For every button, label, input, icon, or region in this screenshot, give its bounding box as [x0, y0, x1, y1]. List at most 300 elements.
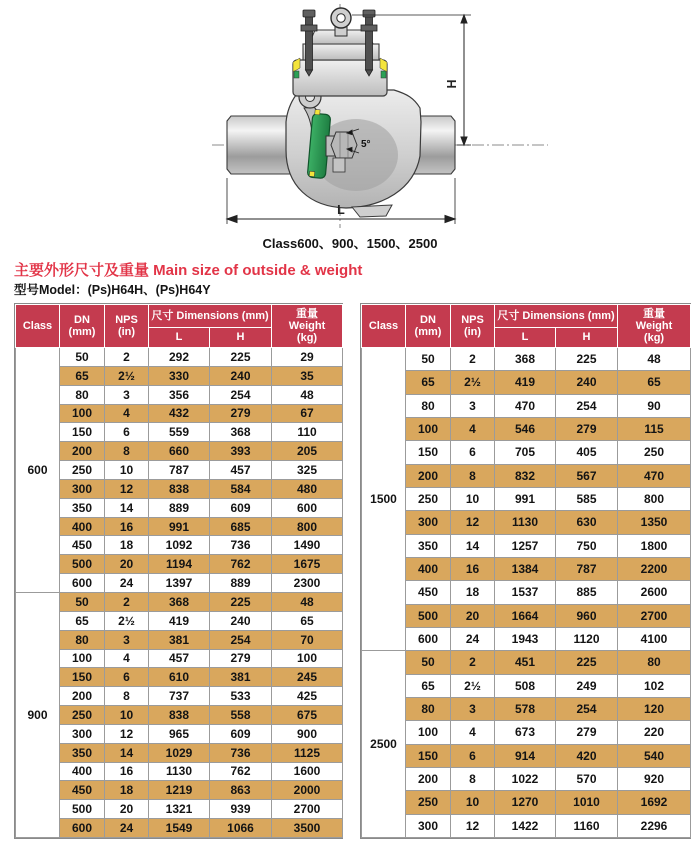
data-cell: 1160	[556, 814, 618, 837]
data-cell: 80	[406, 394, 451, 417]
data-cell: 1600	[272, 762, 343, 781]
header-dn-line2: (mm)	[414, 326, 442, 338]
lifting-eye-hole	[337, 14, 345, 22]
data-cell: 2700	[618, 604, 691, 627]
data-cell: 787	[556, 557, 618, 580]
data-cell: 65	[406, 371, 451, 394]
data-cell: 6	[105, 668, 149, 687]
data-cell: 2700	[272, 800, 343, 819]
data-cell: 4	[451, 721, 495, 744]
table-row	[362, 581, 691, 604]
data-cell: 558	[210, 706, 272, 725]
header-l: L	[495, 328, 556, 348]
data-cell: 200	[406, 464, 451, 487]
data-cell: 736	[210, 536, 272, 555]
data-cell: 2	[451, 348, 495, 371]
data-cell: 48	[618, 348, 691, 371]
data-cell: 110	[272, 423, 343, 442]
data-cell: 100	[60, 649, 105, 668]
data-cell: 100	[60, 404, 105, 423]
data-cell: 1130	[495, 511, 556, 534]
data-cell: 1130	[149, 762, 210, 781]
data-cell: 120	[618, 697, 691, 720]
data-cell: 14	[105, 743, 149, 762]
body-foot	[352, 205, 392, 217]
data-cell: 35	[272, 366, 343, 385]
data-cell: 533	[210, 687, 272, 706]
data-cell: 1066	[210, 819, 272, 838]
data-cell: 1029	[149, 743, 210, 762]
data-cell: 150	[60, 423, 105, 442]
data-cell: 457	[149, 649, 210, 668]
table-row	[16, 743, 343, 762]
data-cell: 965	[149, 724, 210, 743]
data-cell: 600	[60, 819, 105, 838]
data-cell: 8	[105, 442, 149, 461]
data-cell: 250	[406, 487, 451, 510]
data-cell: 225	[210, 592, 272, 611]
data-cell: 736	[210, 743, 272, 762]
data-cell: 200	[406, 767, 451, 790]
data-cell: 470	[495, 394, 556, 417]
header-weight-line3: (kg)	[643, 332, 665, 345]
data-cell: 150	[406, 441, 451, 464]
data-cell: 450	[60, 781, 105, 800]
table-row	[362, 651, 691, 674]
data-cell: 4	[451, 417, 495, 440]
table-row	[16, 348, 343, 367]
data-cell: 1350	[618, 511, 691, 534]
data-cell: 12	[451, 511, 495, 534]
class-cell: 600	[16, 348, 60, 593]
data-cell: 80	[60, 630, 105, 649]
data-cell: 559	[149, 423, 210, 442]
table-row	[362, 721, 691, 744]
data-cell: 50	[60, 348, 105, 367]
header-dimensions: 尺寸 Dimensions (mm)	[149, 305, 272, 328]
table-row	[16, 442, 343, 461]
table-row	[16, 385, 343, 404]
data-cell: 205	[272, 442, 343, 461]
table-row	[362, 487, 691, 510]
table-row	[16, 630, 343, 649]
data-cell: 480	[272, 479, 343, 498]
data-cell: 685	[210, 517, 272, 536]
data-cell: 762	[210, 762, 272, 781]
data-cell: 900	[272, 724, 343, 743]
table-header	[16, 305, 343, 348]
table-header	[362, 305, 691, 348]
data-cell: 1675	[272, 555, 343, 574]
data-cell: 330	[149, 366, 210, 385]
data-cell: 1384	[495, 557, 556, 580]
data-cell: 245	[272, 668, 343, 687]
data-cell: 102	[618, 674, 691, 697]
gasket-green-right	[381, 71, 386, 78]
data-cell: 50	[406, 651, 451, 674]
data-cell: 10	[451, 487, 495, 510]
header-dn-line1: DN	[74, 313, 90, 326]
table-row	[362, 464, 691, 487]
data-cell: 18	[451, 581, 495, 604]
data-cell: 420	[556, 744, 618, 767]
table-row	[16, 574, 343, 593]
data-cell: 540	[618, 744, 691, 767]
data-cell: 419	[149, 611, 210, 630]
data-cell: 279	[210, 404, 272, 423]
table-row	[16, 611, 343, 630]
data-cell: 220	[618, 721, 691, 744]
data-cell: 2296	[618, 814, 691, 837]
header-nps-line2: (in)	[117, 326, 136, 338]
data-cell: 350	[60, 743, 105, 762]
data-cell: 300	[406, 814, 451, 837]
data-cell: 450	[60, 536, 105, 555]
data-cell: 673	[495, 721, 556, 744]
data-cell: 1800	[618, 534, 691, 557]
data-cell: 400	[406, 557, 451, 580]
table-row	[16, 706, 343, 725]
valve-technical-drawing	[0, 0, 700, 230]
model-line: 型号Model：(Ps)H64H、(Ps)H64Y	[14, 283, 211, 297]
data-cell: 400	[60, 762, 105, 781]
table-row	[362, 557, 691, 580]
data-cell: 65	[406, 674, 451, 697]
data-cell: 2	[105, 348, 149, 367]
table-row	[16, 404, 343, 423]
data-cell: 12	[105, 724, 149, 743]
table-row	[362, 767, 691, 790]
data-cell: 240	[210, 611, 272, 630]
data-cell: 451	[495, 651, 556, 674]
data-cell: 225	[556, 348, 618, 371]
data-cell: 863	[210, 781, 272, 800]
data-cell: 10	[105, 706, 149, 725]
header-weight-line2: Weight	[635, 319, 673, 332]
data-cell: 20	[451, 604, 495, 627]
header-h: H	[556, 328, 618, 348]
data-cell: 1664	[495, 604, 556, 627]
data-cell: 65	[272, 611, 343, 630]
data-cell: 500	[406, 604, 451, 627]
data-cell: 70	[272, 630, 343, 649]
data-cell: 20	[105, 800, 149, 819]
data-cell: 546	[495, 417, 556, 440]
data-cell: 960	[556, 604, 618, 627]
hex-nut	[331, 132, 357, 158]
data-cell: 368	[495, 348, 556, 371]
class-cell: 900	[16, 592, 60, 837]
data-cell: 4100	[618, 627, 691, 650]
table-row	[362, 627, 691, 650]
table-row	[16, 423, 343, 442]
data-cell: 2	[105, 592, 149, 611]
table-body	[16, 348, 343, 838]
table-row	[362, 744, 691, 767]
data-cell: 6	[451, 744, 495, 767]
table-row	[16, 800, 343, 819]
data-cell: 1422	[495, 814, 556, 837]
data-cell: 115	[618, 417, 691, 440]
header-dimensions: 尺寸 Dimensions (mm)	[495, 305, 618, 328]
data-cell: 8	[451, 464, 495, 487]
table-row	[16, 498, 343, 517]
data-cell: 405	[556, 441, 618, 464]
data-cell: 24	[451, 627, 495, 650]
data-cell: 279	[556, 721, 618, 744]
table-row	[16, 649, 343, 668]
table-row	[362, 534, 691, 557]
table-row	[16, 555, 343, 574]
table-row	[362, 394, 691, 417]
data-cell: 585	[556, 487, 618, 510]
data-cell: 249	[556, 674, 618, 697]
data-cell: 24	[105, 819, 149, 838]
data-cell: 800	[618, 487, 691, 510]
header-nps-line1: NPS	[461, 313, 484, 326]
header-weight	[618, 305, 691, 348]
data-cell: 630	[556, 511, 618, 534]
data-cell: 400	[60, 517, 105, 536]
data-cell: 1010	[556, 791, 618, 814]
data-cell: 250	[406, 791, 451, 814]
data-cell: 20	[105, 555, 149, 574]
dimension-label-h: H	[445, 79, 459, 89]
data-cell: 1692	[618, 791, 691, 814]
data-cell: 4	[105, 649, 149, 668]
data-cell: 800	[272, 517, 343, 536]
table-row	[16, 781, 343, 800]
angle-label: 5°	[361, 139, 371, 150]
data-cell: 570	[556, 767, 618, 790]
data-cell: 600	[406, 627, 451, 650]
data-cell: 225	[210, 348, 272, 367]
data-cell: 14	[105, 498, 149, 517]
data-cell: 67	[272, 404, 343, 423]
data-cell: 2½	[451, 674, 495, 697]
data-cell: 65	[60, 611, 105, 630]
class-cell: 2500	[362, 651, 406, 838]
header-nps-line2: (in)	[463, 326, 482, 338]
class-cell: 1500	[362, 348, 406, 651]
data-cell: 254	[210, 385, 272, 404]
data-cell: 470	[618, 464, 691, 487]
dimension-table-left	[14, 303, 343, 839]
header-nps	[105, 305, 149, 348]
data-cell: 100	[272, 649, 343, 668]
data-cell: 1270	[495, 791, 556, 814]
table-body	[362, 348, 691, 838]
table-row	[16, 517, 343, 536]
data-cell: 18	[105, 536, 149, 555]
data-cell: 254	[556, 697, 618, 720]
data-cell: 3	[105, 385, 149, 404]
data-cell: 838	[149, 706, 210, 725]
data-cell: 419	[495, 371, 556, 394]
data-cell: 240	[210, 366, 272, 385]
data-cell: 80	[618, 651, 691, 674]
header-dn	[60, 305, 105, 348]
data-cell: 150	[60, 668, 105, 687]
data-cell: 939	[210, 800, 272, 819]
data-cell: 1321	[149, 800, 210, 819]
stem-guide	[333, 158, 345, 172]
data-cell: 991	[495, 487, 556, 510]
data-cell: 10	[105, 461, 149, 480]
data-cell: 100	[406, 721, 451, 744]
data-cell: 65	[60, 366, 105, 385]
data-cell: 609	[210, 724, 272, 743]
data-cell: 12	[105, 479, 149, 498]
data-cell: 2½	[451, 371, 495, 394]
table-row	[362, 674, 691, 697]
data-cell: 10	[451, 791, 495, 814]
data-cell: 675	[272, 706, 343, 725]
data-cell: 50	[406, 348, 451, 371]
header-weight-line1: 重量	[643, 307, 666, 320]
data-cell: 16	[105, 517, 149, 536]
data-cell: 350	[406, 534, 451, 557]
data-cell: 787	[149, 461, 210, 480]
data-cell: 508	[495, 674, 556, 697]
data-cell: 450	[406, 581, 451, 604]
data-cell: 14	[451, 534, 495, 557]
data-cell: 1219	[149, 781, 210, 800]
data-cell: 240	[556, 371, 618, 394]
data-cell: 885	[556, 581, 618, 604]
data-cell: 500	[60, 555, 105, 574]
data-cell: 6	[105, 423, 149, 442]
data-cell: 914	[495, 744, 556, 767]
data-cell: 16	[451, 557, 495, 580]
data-cell: 381	[210, 668, 272, 687]
data-cell: 250	[60, 461, 105, 480]
dimension-table-right	[360, 303, 691, 839]
table-row	[362, 511, 691, 534]
header-class: Class	[16, 305, 60, 348]
data-cell: 2½	[105, 366, 149, 385]
table-row	[16, 366, 343, 385]
drawing-caption: Class600、900、1500、2500	[262, 236, 438, 251]
table-row	[16, 461, 343, 480]
data-cell: 18	[105, 781, 149, 800]
table-row	[362, 348, 691, 371]
data-cell: 838	[149, 479, 210, 498]
data-cell: 3	[105, 630, 149, 649]
data-cell: 705	[495, 441, 556, 464]
dimension-label-l: L	[337, 203, 345, 217]
data-cell: 150	[406, 744, 451, 767]
data-cell: 80	[60, 385, 105, 404]
data-cell: 1120	[556, 627, 618, 650]
data-cell: 457	[210, 461, 272, 480]
header-dn-line1: DN	[420, 313, 436, 326]
data-cell: 1397	[149, 574, 210, 593]
data-cell: 609	[210, 498, 272, 517]
data-cell: 279	[556, 417, 618, 440]
data-cell: 65	[618, 371, 691, 394]
data-cell: 610	[149, 668, 210, 687]
data-cell: 48	[272, 592, 343, 611]
header-weight-line3: (kg)	[296, 332, 318, 345]
header-l: L	[149, 328, 210, 348]
header-weight-line2: Weight	[288, 319, 326, 332]
data-cell: 12	[451, 814, 495, 837]
header-weight	[272, 305, 343, 348]
table-row	[362, 604, 691, 627]
data-cell: 48	[272, 385, 343, 404]
table-row	[362, 791, 691, 814]
data-cell: 250	[60, 706, 105, 725]
data-cell: 2	[451, 651, 495, 674]
header-weight-line1: 重量	[296, 307, 319, 320]
data-cell: 50	[60, 592, 105, 611]
table-row	[16, 724, 343, 743]
data-cell: 8	[451, 767, 495, 790]
table-row	[16, 536, 343, 555]
data-cell: 368	[149, 592, 210, 611]
table-row	[16, 592, 343, 611]
data-cell: 2000	[272, 781, 343, 800]
data-cell: 29	[272, 348, 343, 367]
data-cell: 300	[406, 511, 451, 534]
data-cell: 425	[272, 687, 343, 706]
data-cell: 920	[618, 767, 691, 790]
data-cell: 250	[618, 441, 691, 464]
data-cell: 300	[60, 479, 105, 498]
data-cell: 1537	[495, 581, 556, 604]
header-nps	[451, 305, 495, 348]
data-cell: 500	[60, 800, 105, 819]
data-cell: 1257	[495, 534, 556, 557]
data-cell: 4	[105, 404, 149, 423]
header-class: Class	[362, 305, 406, 348]
data-cell: 80	[406, 697, 451, 720]
data-cell: 279	[210, 649, 272, 668]
data-cell: 6	[451, 441, 495, 464]
header-dn	[406, 305, 451, 348]
data-cell: 762	[210, 555, 272, 574]
data-cell: 1549	[149, 819, 210, 838]
data-cell: 991	[149, 517, 210, 536]
data-cell: 300	[60, 724, 105, 743]
data-cell: 3500	[272, 819, 343, 838]
data-cell: 567	[556, 464, 618, 487]
data-cell: 578	[495, 697, 556, 720]
data-cell: 584	[210, 479, 272, 498]
table-row	[16, 819, 343, 838]
data-cell: 2200	[618, 557, 691, 580]
data-cell: 90	[618, 394, 691, 417]
table-row	[362, 371, 691, 394]
data-cell: 254	[556, 394, 618, 417]
data-cell: 200	[60, 687, 105, 706]
data-cell: 24	[105, 574, 149, 593]
table-row	[362, 697, 691, 720]
data-cell: 200	[60, 442, 105, 461]
data-cell: 1194	[149, 555, 210, 574]
data-cell: 1022	[495, 767, 556, 790]
data-cell: 1125	[272, 743, 343, 762]
seal-accent-top	[315, 109, 320, 114]
data-cell: 100	[406, 417, 451, 440]
data-cell: 325	[272, 461, 343, 480]
data-cell: 3	[451, 394, 495, 417]
data-cell: 889	[149, 498, 210, 517]
data-cell: 889	[210, 574, 272, 593]
header-dn-line2: (mm)	[68, 326, 96, 338]
table-row	[362, 814, 691, 837]
